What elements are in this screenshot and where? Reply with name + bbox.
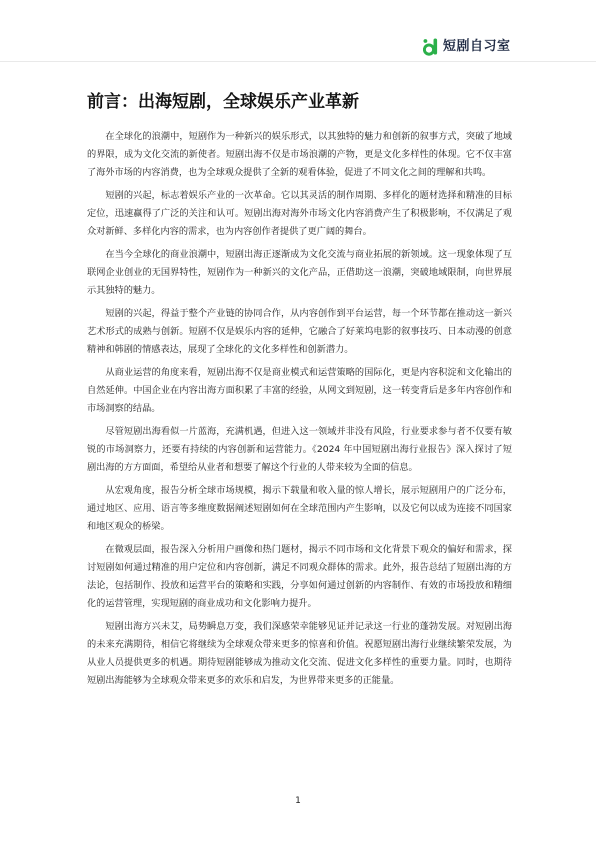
paragraph: 从商业运营的角度来看，短剧出海不仅是商业模式和运营策略的国际化，更是内容积淀和文化输出的自然延伸。中国企业在内容出海方面积累了丰富的经验，从网文到短剧，这一转变背后是多年内容创作和市场洞察的结晶。 xyxy=(87,367,512,414)
paragraph: 尽管短剧出海看似一片蓝海，充满机遇，但进入这一领域并非没有风险，行业要求参与者不仅要有敏锐的市场洞察力，还要有持续的内容创新和运营能力。《2024 年中国短剧出海行业报告》深入探讨了短剧出海的方方面面，希望给从业者和想要了解这个行业的人带来较为全面的信息。 xyxy=(87,426,512,473)
page-title: 前言：出海短剧，全球娱乐产业革新 xyxy=(87,92,359,112)
paragraph: 在全球化的浪潮中，短剧作为一种新兴的娱乐形式，以其独特的魅力和创新的叙事方式，突破了地域的界限，成为文化交流的新使者。短剧出海不仅是市场浪潮的产物，更是文化多样性的体现。它不仅丰富了海外市场的内容消费，也为全球观众提供了全新的观看体验，促进了不同文化之间的理解和共鸣。 xyxy=(87,131,512,178)
paragraph: 在微观层面，报告深入分析用户画像和热门题材，揭示不同市场和文化背景下观众的偏好和需求，探讨短剧如何通过精准的用户定位和内容创新，满足不同观众群体的需求。此外，报告总结了短剧出海的方法论，包括制作、投放和运营平台的策略和实践，分享如何通过创新的内容制作、有效的市场投放和精细化的运营管理，实现短剧的商业成功和文化影响力提升。 xyxy=(87,544,512,609)
paragraph: 短剧出海方兴未艾，局势瞬息万变，我们深感荣幸能够见证并记录这一行业的蓬勃发展。对短剧出海的未来充满期待，相信它将继续为全球观众带来更多的惊喜和价值。祝愿短剧出海行业继续繁荣发展，为从业人员提供更多的机遇。期待短剧能够成为推动文化交流、促进文化多样性的重要力量。同时，也期待短剧出海能够为全球观众带来更多的欢乐和启发，为世界带来更多的正能量。 xyxy=(87,621,512,686)
body-text xyxy=(87,128,512,695)
header-logo xyxy=(423,38,511,56)
paragraph: 短剧的兴起，标志着娱乐产业的一次革命。它以其灵活的制作周期、多样化的题材选择和精准的目标定位，迅速赢得了广泛的关注和认可。短剧出海对海外市场文化内容消费产生了积极影响，不仅满足了观众对新鲜、多样化内容的需求，也为内容创作者提供了更广阔的舞台。 xyxy=(87,190,512,237)
header-divider xyxy=(0,61,596,62)
paragraph: 从宏观角度，报告分析全球市场规模，揭示下载量和收入量的惊人增长，展示短剧用户的广泛分布，通过地区、应用、语言等多维度数据阐述短剧如何在全球范围内产生影响，以及它何以成为连接不同国家和地区观众的桥梁。 xyxy=(87,485,512,532)
paragraph: 短剧的兴起，得益于整个产业链的协同合作，从内容创作到平台运营，每一个环节都在推动这一新兴艺术形式的成熟与创新。短剧不仅是娱乐内容的延伸，它融合了好莱坞电影的叙事技巧、日本动漫的创意精神和韩剧的情感表达，展现了全球化的文化多样性和创新潜力。 xyxy=(87,308,512,355)
paragraph: 在当今全球化的商业浪潮中，短剧出海正逐渐成为文化交流与商业拓展的新领域。这一现象体现了互联网企业创业的无国界特性，短剧作为一种新兴的文化产品，正借助这一浪潮，突破地域限制，向世界展示其独特的魅力。 xyxy=(87,249,512,296)
letter-d-logo-icon xyxy=(423,38,439,56)
logo-text: 短剧自习室 xyxy=(443,39,511,54)
page-number: 1 xyxy=(295,796,301,806)
